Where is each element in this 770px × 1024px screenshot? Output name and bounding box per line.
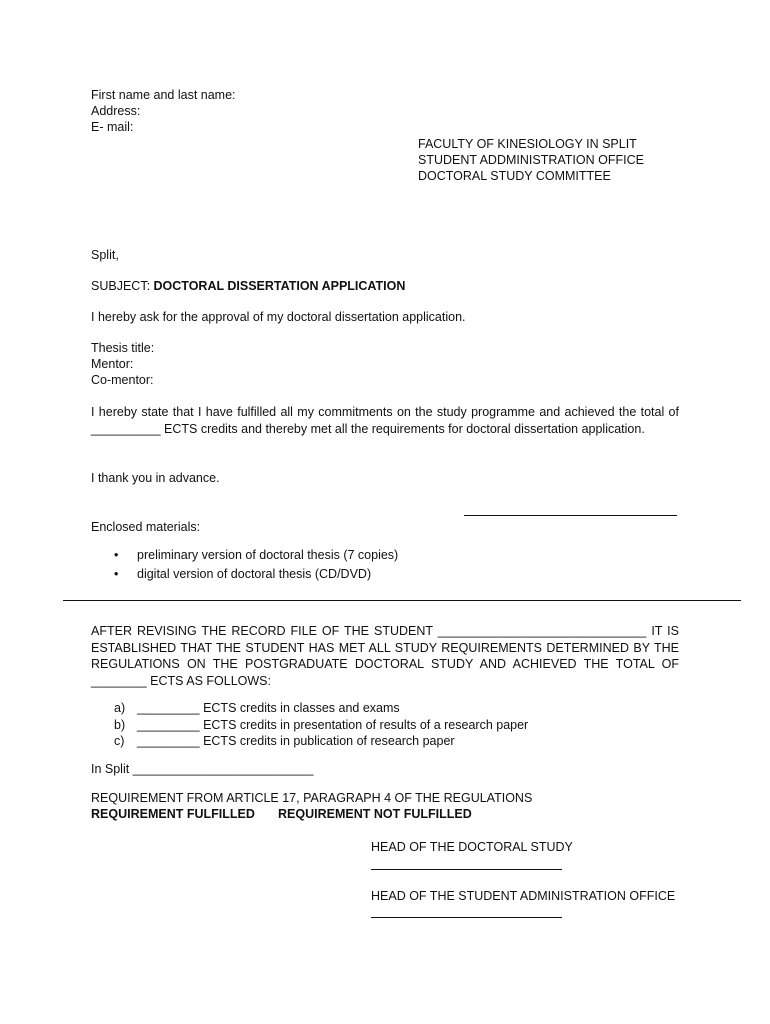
- subject-line: [91, 278, 405, 295]
- item-label: b): [114, 717, 126, 732]
- head-admin-label: HEAD OF THE STUDENT ADMINISTRATION OFFICE: [371, 889, 676, 903]
- head-doctoral-signature-line[interactable]: [371, 869, 562, 870]
- recipient-faculty: FACULTY OF KINESIOLOGY IN SPLIT: [418, 137, 637, 151]
- requirement-options-2: [278, 806, 472, 823]
- requirement-not-fulfilled-option[interactable]: REQUIREMENT NOT FULFILLED: [278, 807, 472, 821]
- thesis-title-label: Thesis title:: [91, 341, 155, 355]
- bullet-icon: •: [114, 567, 119, 581]
- list-item: [91, 547, 691, 566]
- item-content: [137, 700, 400, 717]
- record-part1: AFTER REVISING THE RECORD FILE OF THE STUDENT: [91, 624, 433, 638]
- date-blank[interactable]: __________________________: [132, 762, 314, 776]
- requirement-fulfilled-option[interactable]: REQUIREMENT FULFILLED: [91, 807, 255, 821]
- enclosed-item-text: digital version of doctoral thesis (CD/DVD): [137, 567, 372, 581]
- item-content: [137, 717, 528, 734]
- ects-total-blank[interactable]: __________: [91, 421, 161, 436]
- place-line: Split,: [91, 248, 119, 262]
- statement-part1: I hereby state that I have fulfilled all my commitments on the study programme and achieved the total of: [91, 405, 679, 419]
- enclosed-item-text: preliminary version of doctoral thesis (7 copies): [137, 548, 399, 562]
- total-ects-blank[interactable]: ________: [91, 673, 147, 688]
- subject-title: DOCTORAL DISSERTATION APPLICATION: [153, 279, 406, 293]
- recipient-committee: DOCTORAL STUDY COMMITTEE: [418, 169, 611, 183]
- in-split-label: In Split: [91, 762, 130, 776]
- email-label: E- mail:: [91, 120, 134, 134]
- statement-paragraph: [91, 404, 679, 437]
- credits-blank[interactable]: _________: [137, 717, 200, 732]
- list-item: [91, 717, 691, 734]
- requirement-options: [91, 806, 255, 823]
- record-part2: IT IS ESTABLISHED THAT THE STUDENT HAS MET ALL STUDY REQUIREMENTS DETERMINED BY THE REGULATIONS ON THE POSTGRADUATE DOCTORAL STUDY AND ACHIEVED THE TOTAL OF: [91, 624, 679, 671]
- enclosed-list: [91, 547, 691, 585]
- item-text: ECTS credits in classes and exams: [203, 701, 400, 715]
- ects-breakdown-list: [91, 700, 691, 750]
- credits-blank[interactable]: _________: [137, 701, 200, 715]
- item-text: ECTS credits in publication of research paper: [203, 734, 455, 748]
- record-part3: ECTS AS FOLLOWS:: [150, 673, 271, 688]
- item-label: a): [114, 701, 126, 715]
- subject-prefix: SUBJECT:: [91, 279, 154, 293]
- enclosed-label: Enclosed materials:: [91, 520, 201, 534]
- requirement-reference: REQUIREMENT FROM ARTICLE 17, PARAGRAPH 4 OF THE REGULATIONS: [91, 791, 533, 805]
- list-item: [91, 733, 691, 750]
- record-paragraph: [91, 623, 679, 689]
- address-label: Address:: [91, 104, 141, 118]
- comentor-label: Co-mentor:: [91, 373, 154, 387]
- list-item: [91, 566, 691, 585]
- item-text: ECTS credits in presentation of results of a research paper: [203, 717, 529, 732]
- bullet-icon: •: [114, 548, 119, 562]
- item-content: [137, 733, 455, 750]
- mentor-label: Mentor:: [91, 357, 134, 371]
- request-text: I hereby ask for the approval of my doctoral dissertation application.: [91, 310, 466, 324]
- student-name-blank[interactable]: ______________________________: [437, 624, 647, 638]
- thanks-text: I thank you in advance.: [91, 471, 220, 485]
- item-label: c): [114, 734, 125, 748]
- list-item: [91, 700, 691, 717]
- in-split-line: [91, 761, 313, 778]
- statement-part2: ECTS credits and thereby met all the requirements for doctoral dissertation application.: [164, 421, 645, 436]
- head-doctoral-label: HEAD OF THE DOCTORAL STUDY: [371, 840, 573, 854]
- head-admin-signature-line[interactable]: [371, 917, 562, 918]
- applicant-signature-line[interactable]: [464, 515, 677, 516]
- section-divider: [63, 600, 741, 601]
- name-label: First name and last name:: [91, 88, 236, 102]
- credits-blank[interactable]: _________: [137, 734, 200, 748]
- recipient-office: STUDENT ADDMINISTRATION OFFICE: [418, 153, 644, 167]
